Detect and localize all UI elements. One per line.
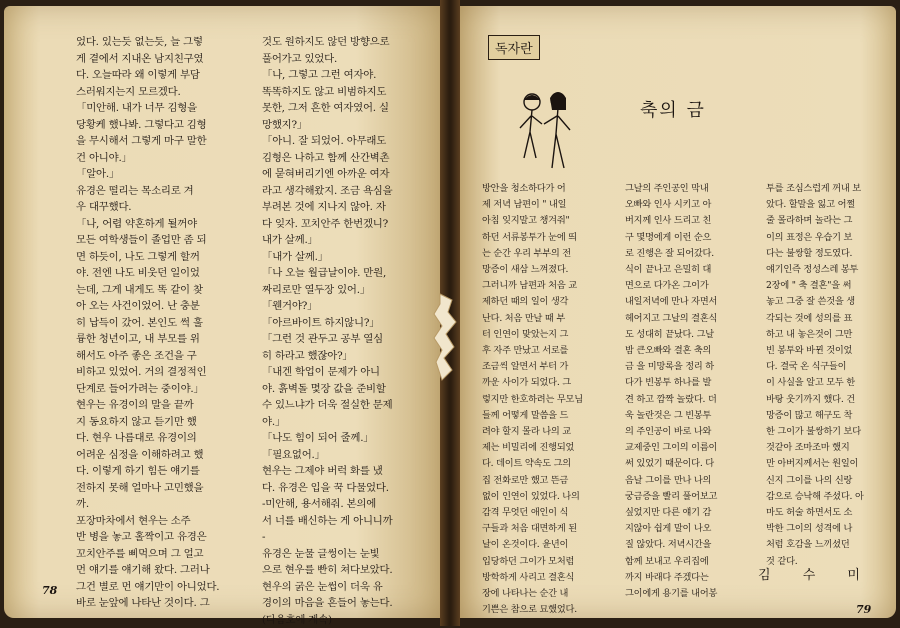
text-line: 방안을 청소하다가 어 — [482, 181, 620, 197]
text-line: 「나, 어렵 약혼하게 될꺼야 — [76, 216, 242, 233]
text-line: 감으로 승낙해 주셨다. 아 — [766, 489, 884, 505]
right-page-column-1 — [482, 181, 620, 618]
text-line: 음날 그이를 만나 나의 — [625, 473, 765, 489]
text-line: 까. — [76, 496, 242, 513]
text-line: 풀어가고 있었다. — [262, 51, 434, 68]
text-line: 박한 그이의 성격에 나 — [766, 521, 884, 537]
text-line: 다. 오늘따라 왜 이렇게 부담 — [76, 67, 242, 84]
text-line: 륭한 청년이고, 내 부모를 위 — [76, 331, 242, 348]
text-line: 「웬거야?」 — [262, 298, 434, 315]
text-line: 어려운 심정을 이해하려고 했 — [76, 447, 242, 464]
text-line: 처럼 호감을 느끼셨던 — [766, 537, 884, 553]
text-line: 똑똑하지도 않고 비범하지도 — [262, 84, 434, 101]
text-line: 입당하던 그이가 모처럼 — [482, 554, 620, 570]
text-line: 스러워지는지 모르겠다. — [76, 84, 242, 101]
text-line: 을 무시해서 그렇게 마구 말한 — [76, 133, 242, 150]
text-line: 「그런 것 관두고 공부 열심 — [262, 331, 434, 348]
text-line: 들께 어떻게 말씀을 드 — [482, 408, 620, 424]
text-line: 금 을 미망록을 정리 하 — [625, 359, 765, 375]
text-line: 그날의 주인공인 막내 — [625, 181, 765, 197]
text-line: 「나, 그렇고 그런 여자야. — [262, 67, 434, 84]
text-line: 포장마차에서 현우는 소주 — [76, 513, 242, 530]
text-line: 김형은 나하고 함께 산간벽촌 — [262, 150, 434, 167]
text-line: 에 묻혀버리기엔 아까운 여자 — [262, 166, 434, 183]
text-line: 「나 오늘 월급날이야. 만원, — [262, 265, 434, 282]
text-line: 「미안해. 내가 너무 김형을 — [76, 100, 242, 117]
text-line: 려야 할지 몰라 나의 교 — [482, 424, 620, 440]
text-line: 내가 살께.」 — [262, 232, 434, 249]
text-line: 식이 끝나고 은밀히 대 — [625, 262, 765, 278]
text-line: 제는 비밀리에 진행되었 — [482, 440, 620, 456]
text-line: 야. 흙벽돌 몇장 값을 준비할 — [262, 381, 434, 398]
text-line: 버지께 인사 드리고 친 — [625, 213, 765, 229]
text-line: 구들과 처음 대면하게 된 — [482, 521, 620, 537]
text-line: 게 곁에서 지내온 남지친구였 — [76, 51, 242, 68]
text-line: 꼬치안주를 삐먹으며 그 얼고 — [76, 546, 242, 563]
text-line: 다는 불쌍할 정도였다. — [766, 246, 884, 262]
text-line: 교제중인 그이의 이름이 — [625, 440, 765, 456]
text-line: 망했지?」 — [262, 117, 434, 134]
text-line: 라고 생각해왔지. 조금 욕심을 — [262, 183, 434, 200]
text-line: 싶었지만 다른 얘기 감 — [625, 505, 765, 521]
text-line: 오빠와 인사 시키고 아 — [625, 197, 765, 213]
text-line: 줄 몰라하며 놀라는 그 — [766, 213, 884, 229]
text-line: 으로 현우를 빤히 쳐다보았다. — [262, 562, 434, 579]
text-line: 구 몇명에게 이런 순으 — [625, 230, 765, 246]
text-line: 얘기인즉 정성스레 봉투 — [766, 262, 884, 278]
text-line: 「아니. 잘 되었어. 아무래도 — [262, 133, 434, 150]
right-page-column-2 — [625, 181, 765, 602]
text-line: 우 대꾸했다. — [76, 199, 242, 216]
text-line: 것도 원하지도 않던 방향으로 — [262, 34, 434, 51]
text-line: 「나도 힘이 되어 줄께.」 — [262, 430, 434, 447]
text-line: 「필요없어.」 — [262, 447, 434, 464]
text-line: 는데, 그게 내게도 똑 같이 찾 — [76, 282, 242, 299]
text-line: 것 같다. — [766, 554, 884, 570]
text-line: 망증이 새삼 느껴졌다. — [482, 262, 620, 278]
text-line: 의 주인공이 바로 나와 — [625, 424, 765, 440]
text-line: 먼 얘기를 얘기해 왔다. 그러나 — [76, 562, 242, 579]
text-line: 모든 여학생들이 졸업만 좀 되 — [76, 232, 242, 249]
text-line: 제하던 때의 일이 생각 — [482, 294, 620, 310]
text-line: 아침 잊지말고 챙겨줘" — [482, 213, 620, 229]
text-line: 조금씩 알면서 부터 가 — [482, 359, 620, 375]
left-page-column-1 — [76, 34, 242, 612]
text-line: 바로 눈앞에 나타난 것이다. 그 — [76, 595, 242, 612]
text-line: 이의 표정은 우습기 보 — [766, 230, 884, 246]
text-line: 반 병을 놓고 홀짝이고 유경은 — [76, 529, 242, 546]
text-line: 았다. 할말을 잃고 어쩔 — [766, 197, 884, 213]
text-line: 유경은 눈물 글썽이는 눈빛 — [262, 546, 434, 563]
text-line: 도 성대히 끝났다. 그날 — [625, 327, 765, 343]
text-line: 었다. 있는듯 없는듯, 늘 그렇 — [76, 34, 242, 51]
text-line: 다. 결국 온 식구들이 — [766, 359, 884, 375]
text-line: 다 잊자. 꼬치안주 한번겠니? — [262, 216, 434, 233]
text-line: 지 동요하지 않고 듣기만 했 — [76, 414, 242, 431]
text-line: 아 오는 사건이었어. 난 충분 — [76, 298, 242, 315]
article-title: 축의 금 — [640, 96, 706, 122]
text-line: 다가 빈봉투 하나를 발 — [625, 375, 765, 391]
text-line: 까지 바래다 주겠다는 — [625, 570, 765, 586]
text-line: 그건 별로 먼 얘기만이 아니었다. — [76, 579, 242, 596]
text-line: 현우는 유경이의 말을 끝까 — [76, 397, 242, 414]
text-line: 견 하고 깜짝 놀랐다. 더 — [625, 392, 765, 408]
text-line: 난다. 처음 만날 때 부 — [482, 311, 620, 327]
text-line: 야. 전엔 나도 비웃던 일이었 — [76, 265, 242, 282]
text-line: 바탕 웃기까지 했다. 건 — [766, 392, 884, 408]
left-page-column-2 — [262, 34, 434, 628]
text-line: 로 진행은 잘 되어갔다. — [625, 246, 765, 262]
text-line: 는 순간 우리 부부의 전 — [482, 246, 620, 262]
text-line: 수 있느냐가 더욱 절실한 문제 — [262, 397, 434, 414]
text-line: 이 사실을 알고 모두 한 — [766, 375, 884, 391]
text-line: 궁금증을 빨리 풀어보고 — [625, 489, 765, 505]
text-line: 히 납득이 갔어. 본인도 썩 훌 — [76, 315, 242, 332]
text-line: 현우의 굵은 눈썹이 더욱 유 — [262, 579, 434, 596]
text-line: 단계로 들어가려는 중이야.」 — [76, 381, 242, 398]
text-line: 것같아 조마조마 했지 — [766, 440, 884, 456]
couple-illustration-icon — [512, 88, 582, 176]
text-line: 내일저녁에 만나 자면서 — [625, 294, 765, 310]
text-line: - — [262, 529, 434, 546]
text-line: 마도 허술 하면서도 소 — [766, 505, 884, 521]
text-line: 당황케 했나봐. 그렇다고 김형 — [76, 117, 242, 134]
left-page-number: 78 — [42, 584, 57, 597]
text-line: 하던 서류봉투가 눈에 띄 — [482, 230, 620, 246]
text-line: 질 않았다. 저녁시간을 — [625, 537, 765, 553]
text-line: 야.」 — [262, 414, 434, 431]
text-line: 방학하게 사리고 결혼식 — [482, 570, 620, 586]
text-line: 까운 사이가 되었다. 그 — [482, 375, 620, 391]
text-line: 지않아 쉽게 말이 나오 — [625, 521, 765, 537]
text-line: 놓고 그중 잘 쓴것을 생 — [766, 294, 884, 310]
text-line: 헤어지고 그날의 결혼식 — [625, 311, 765, 327]
text-line: 투를 조심스럽게 꺼내 보 — [766, 181, 884, 197]
right-page-number: 79 — [856, 603, 871, 616]
text-line: 다. 이렇게 하기 힘든 얘기를 — [76, 463, 242, 480]
text-line: 신지 그이를 나의 신랑 — [766, 473, 884, 489]
text-line: 2장에 " 축 결혼"을 써 — [766, 278, 884, 294]
text-line: 각되는 것에 성의를 표 — [766, 311, 884, 327]
text-line: 면 하듯이, 나도 그렇게 할꺼 — [76, 249, 242, 266]
text-line: 제 저녁 남편이 " 내일 — [482, 197, 620, 213]
text-line: 부려본 것에 지나지 않아. 자 — [262, 199, 434, 216]
text-line: 그러니까 남편과 처음 교 — [482, 278, 620, 294]
text-line: 렇지만 한호하려는 무모님 — [482, 392, 620, 408]
text-line: 다. 유경은 입을 꾹 다물었다. — [262, 480, 434, 497]
text-line: 건 아니야.」 — [76, 150, 242, 167]
text-line: 함께 보내고 우리집에 — [625, 554, 765, 570]
text-line: 날이 온것이다. 윤년이 — [482, 537, 620, 553]
text-line: 「아르바이트 하지않니?」 — [262, 315, 434, 332]
text-line: 후 자주 만났고 서로를 — [482, 343, 620, 359]
text-line: 감격 무엇던 애인이 식 — [482, 505, 620, 521]
text-line: 「내겐 학업이 문제가 아니 — [262, 364, 434, 381]
text-line: 그이에게 용기를 내어봉 — [625, 586, 765, 602]
text-line: 면으로 다가온 그이가 — [625, 278, 765, 294]
text-line: 욱 놀란것은 그 빈봉투 — [625, 408, 765, 424]
text-line: 다. 데이트 약속도 그의 — [482, 456, 620, 472]
text-line: 만 아버지께서는 원일이 — [766, 456, 884, 472]
text-line: 다. 현우 나름대로 유경이의 — [76, 430, 242, 447]
text-line: 경이의 마음을 흔들어 놓는다. — [262, 595, 434, 612]
article-author: 김 수 미 — [758, 564, 874, 583]
text-line: 하고 내 놓은것이 그만 — [766, 327, 884, 343]
text-line: 장에 나타나는 순간 내 — [482, 586, 620, 602]
text-line: 「내가 살께.」 — [262, 249, 434, 266]
text-line: 밤 큰오빠와 결혼 축의 — [625, 343, 765, 359]
right-page-column-3 — [766, 181, 884, 570]
text-line: 유경은 떨리는 목소리로 겨 — [76, 183, 242, 200]
text-line: 터 인연이 맞았는지 그 — [482, 327, 620, 343]
text-line: 못한, 그저 흔한 여자였어. 실 — [262, 100, 434, 117]
text-line: 짜리로만 열두장 있어.」 — [262, 282, 434, 299]
text-line: 한 그이가 불쌍하기 보다 — [766, 424, 884, 440]
text-line: 기쁜은 참으로 묘했었다. — [482, 602, 620, 618]
text-line: 「알아.」 — [76, 166, 242, 183]
text-line: 망증이 많고 해구도 착 — [766, 408, 884, 424]
text-line: 서 너를 배신하는 게 아니니까 — [262, 513, 434, 530]
text-line: (다음호에 계속) — [262, 612, 434, 628]
text-line: 써 있었기 때문이다. 다 — [625, 456, 765, 472]
text-line: 히 하라고 했잖아?」 — [262, 348, 434, 365]
text-line: 빈 봉투와 바뀐 것이었 — [766, 343, 884, 359]
text-line: 없이 인연이 있었다. 나의 — [482, 489, 620, 505]
text-line: 해서도 아주 좋은 조건을 구 — [76, 348, 242, 365]
section-label: 독자란 — [488, 35, 540, 60]
text-line: 전하지 못해 얼마나 고민했을 — [76, 480, 242, 497]
text-line: -미안해, 용서해줘. 본의에 — [262, 496, 434, 513]
text-line: 집 전화로만 했고 뜬금 — [482, 473, 620, 489]
text-line: 현우는 그제야 버럭 화를 냈 — [262, 463, 434, 480]
text-line: 비하고 있었어. 거의 결정적인 — [76, 364, 242, 381]
